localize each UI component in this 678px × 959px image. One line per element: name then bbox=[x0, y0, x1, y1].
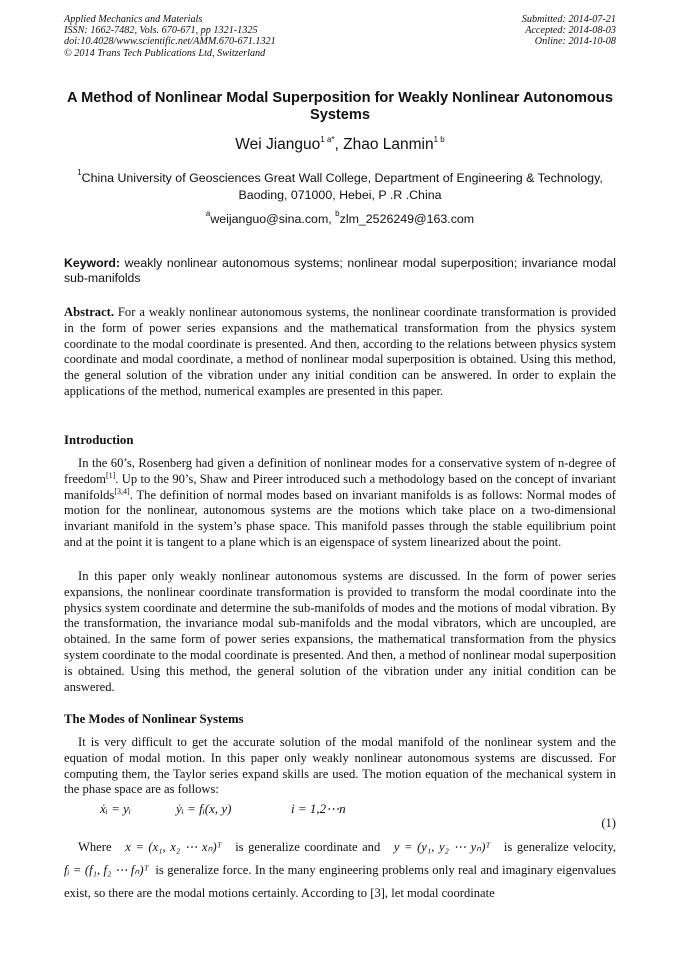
affiliation-text: China University of Geosciences Great Wall College, Department of Engineering & Technology, Baoding, 071000, Hebei, P .R .China bbox=[81, 171, 603, 202]
modes-paragraph-1: It is very difficult to get the accurate solution of the modal manifold of the nonlinear system and the equation of modal motion. In this paper only weakly nonlinear autonomous systems are discussed. For computing them, the Taylor series expand skills are used. The motion equation of the mechanical system in the phase space are as follows: bbox=[64, 735, 616, 797]
equation-number: (1) bbox=[601, 816, 616, 830]
abstract bbox=[64, 305, 616, 400]
submitted-date: Submitted: 2014-07-21 bbox=[521, 14, 616, 25]
email-sup: b bbox=[335, 209, 340, 218]
doi: doi:10.4028/www.scientific.net/AMM.670-671.1321 bbox=[64, 36, 276, 48]
accepted-date: Accepted: 2014-08-03 bbox=[525, 25, 616, 37]
equation-part: i = 1,2⋯n bbox=[291, 801, 346, 816]
citation[interactable]: [3,4] bbox=[114, 486, 130, 496]
modes-text: is generalize force. In the many engineering problems only real and imaginary eigenvalues exist, so there are the modal motions certainly. According to [3], let modal coordinate bbox=[64, 863, 617, 900]
math-x-vector: x = (x₁, x₂ ⋯ xₙ)ᵀ bbox=[125, 840, 222, 854]
author-name: Zhao Lanmin bbox=[343, 136, 434, 153]
modes-text: is generalize coordinate and bbox=[235, 840, 381, 854]
email-address[interactable]: weijanguo@sina.com bbox=[210, 212, 329, 226]
keyword-label: Keyword: bbox=[64, 256, 121, 270]
equation-part: ẏᵢ = fᵢ(x, y) bbox=[176, 801, 232, 816]
email-sup: a bbox=[205, 209, 211, 218]
issn: ISSN: 1662-7482, Vols. 670-671, pp 1321-1325 bbox=[64, 25, 258, 37]
equation-part: ẋᵢ = yᵢ bbox=[100, 801, 131, 816]
email-line bbox=[64, 209, 616, 226]
abstract-label: Abstract. bbox=[64, 305, 115, 319]
keyword-text: weakly nonlinear autonomous systems; nonlinear modal superposition; invariance modal sub-manifolds bbox=[64, 256, 616, 285]
author-sup: 1 a* bbox=[320, 135, 335, 144]
author-separator: , bbox=[334, 136, 344, 153]
journal-info bbox=[64, 14, 276, 59]
section-heading-modes: The Modes of Nonlinear Systems bbox=[64, 712, 244, 726]
journal-name: Applied Mechanics and Materials bbox=[64, 14, 203, 25]
author-line bbox=[64, 136, 616, 154]
affiliation bbox=[64, 170, 616, 204]
affiliation-sup: 1 bbox=[77, 168, 82, 177]
where-label: Where bbox=[78, 840, 112, 854]
modes-paragraph-2 bbox=[64, 836, 616, 905]
email-address[interactable]: zlm_2526249@163.com bbox=[339, 212, 475, 226]
modes-text: is generalize velocity, bbox=[503, 840, 617, 854]
abstract-text: For a weakly nonlinear autonomous systems, the nonlinear coordinate transformation is provided in the form of power series expansions and the mathematical transformation from the physics system coordinate to the modal coordinate is presented. And then, according to the relations between physics system coordinate and modal coordinate, a method of nonlinear modal superposition is obtained. Using this method, the general solution of the vibration under any initial condition can be answered. In order to explain the applications of the method, numerical examples are presented in this paper. bbox=[64, 305, 616, 398]
author-name: Wei Jianguo bbox=[235, 136, 321, 153]
section-heading-introduction: Introduction bbox=[64, 433, 134, 447]
copyright: © 2014 Trans Tech Publications Ltd, Switzerland bbox=[64, 47, 266, 59]
math-f-vector: fᵢ = (f₁, f₂ ⋯ fₙ)ᵀ bbox=[64, 863, 149, 877]
intro-paragraph-1 bbox=[64, 456, 616, 551]
intro-text: . Up to the 90’s, Shaw and Pireer introduced such a methodology based on the concept of invariant manifolds bbox=[64, 471, 616, 502]
keywords bbox=[64, 256, 616, 286]
email-separator: , bbox=[328, 212, 336, 226]
intro-text: . The definition of normal modes based on invariant manifolds is as follows: Normal modes of motion for the nonlinear, autonomous systems are the motions which take place on a two-dimensional invariant manifold in the system’s phase space. This manifold passes through the stable equilibrium point and at the point it is tangent to a plane which is an eigenspace of system linearized about the point. bbox=[64, 487, 616, 549]
dates-info bbox=[522, 14, 616, 48]
citation[interactable]: [1] bbox=[105, 470, 116, 480]
author-sup: 1 b bbox=[433, 135, 445, 144]
online-date: Online: 2014-10-08 bbox=[534, 36, 616, 48]
paper-title: A Method of Nonlinear Modal Superposition for Weakly Nonlinear Autonomous Systems bbox=[67, 90, 613, 123]
math-y-vector: y = (y₁, y₂ ⋯ yₙ)ᵀ bbox=[393, 840, 491, 854]
intro-paragraph-2: In this paper only weakly nonlinear autonomous systems are discussed. In the form of power series expansions, the nonlinear coordinate transformation is provided to transform the modal coordinate into the physics system coordinate and determine the sub-manifolds of modes and the motions of modal vibration. By the transformation, the invariance modal sub-manifolds and the modal vibrators, which are uncoupled, are obtained. In the same form of power series expansions, the mathematical transformation from the physics system coordinate to the modal coordinate is presented. And then, a method of nonlinear modal superposition is obtained. Using this method, the general solution of the vibration under any initial condition can be answered. bbox=[64, 569, 616, 694]
intro-text: In the 60’s, Rosenberg had given a definition of nonlinear modes for a conservative system of n-degree of freedom bbox=[64, 456, 616, 486]
